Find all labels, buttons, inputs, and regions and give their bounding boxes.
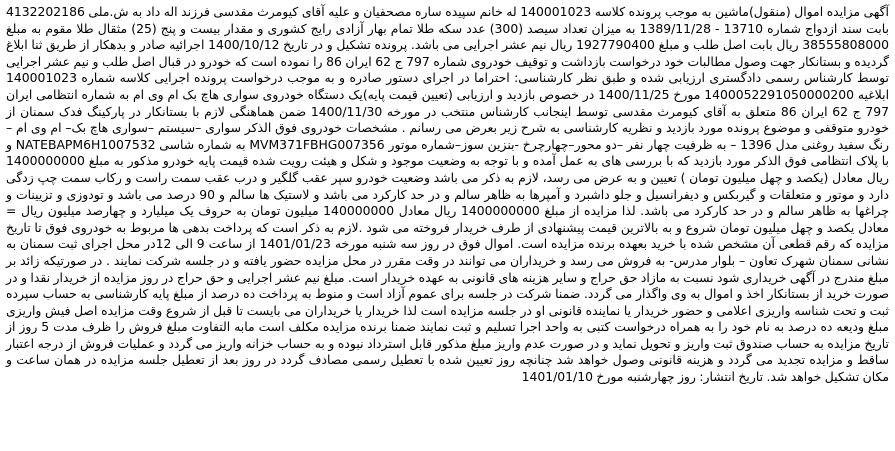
notice-body-text: آگهی مزایده اموال (منقول)ماشین به موجب پرونده کلاسه 140001023 له خانم سپیده ساره مصحفیان و علیه آقای کیومرث مقدسی فرزند اله داد به ش.ملی 4132202186 بابت سند ازدواج شماره 13710 - 1389/11/28 به میزان تعداد سیصد (300) عدد سکه طلا تمام بهار آزادی رایج کشوری و مقدار بیست و پنج (25) مثقال طلا مقوم به مبلغ 38555808000 ریال بابت اصل طلب و مبلغ 1927790400 ریال نیم عشر اجرایی می باشد. پرونده تشکیل و در تاریخ 1400/10/12 اجرائیه صادر و بدهکار از طریق ثنا ابلاغ گردیده و بستانکار جهت وصول مطالبات خود درخواست بازداشت و توقیف خودروی شماره 797 ج 62 ایران 86 را نموده است که خودرو در قبال اصل طلب و نیم عشر اجرایی توسط کارشناس رسمی دادگستری ارزیابی شده و طبق نظر کارشناسی: احتراما در اجرای دستور صادره و به موجب درخواست پرونده اجرایی کلاسه شماره 140001023 ابلاغیه 1400052291050000200 مورخ 1400/11/25 در خصوص بازدید و ارزیابی (تعیین قیمت پایه)یک دستگاه خودروی سواری هاچ بک ام وی ام به شماره انتظامی ایران 797 ج 62 ایران 86 متعلق به آقای کیومرث مقدسی توسط اینجانب کارشناس منتخب در مورخه 1400/11/30 ضمن هماهنگی لازم با بستانکار در پارکینگ فدک سمنان از خودرو متوقفی و موضوع پرونده مورد بازدید و نظریه کارشناسی به شرح زیر بعرض می رسانم . مشخصات خودروی فوق الذکر سواری –سیستم –سواری هاچ بک– ام وی ام – رنگ سفید روغنی مدل 1396 – به ظرفیت چهار نفر –دو محور–چهارچرخ -بنزین سوز–شماره موتور MVM371FBHG007356 به شماره شاسی NATEBAPM6H1007532 و با پلاک انتظامی فوق الذکر مورد بازدید که با بررسی های به عمل آمده و با توجه به وضعیت موجود و شکل و هیئت رویت شده قیمت پایه خودرو مذکور به مبلغ 1400000000 ریال معادل (یکصد و چهل میلیون تومان ) تعیین و به عرض می رسد، لازم به ذکر می باشد وضعیت خودرو سپر عقب گلگیر و درب عقب سمت راست و رکاب سمت چپ زدگی دارد و موتور و متعلقات و گیربکس و دیفرانسیل و جلو داشبرد و آمپرها به ظاهر سالم و در حد کارکرد می باشد و لاستیک ها سالم و 90 درصد می باشد و تودوزی و تزیینات و چراغها به ظاهر سالم و در حد کارکرد می باشد. لذا مزایده از مبلغ 1400000000 ریال معادل 140000000 میلیون تومان به حروف یک میلیارد و چهارصد میلیون ریال = معادل یکصد و چهل میلیون تومان شروع و به بالاترین قیمت پیشنهادی از طرف خریدار فروخته می شود .لازم به ذکر است که پرداخت بدهی ها مربوط به خودروی فوق تا تاریخ مزایده که رقم قطعی آن مشخص شده با خرید بعهده برنده مزایده است. اموال فوق در روز سه شنبه مورخه 1401/01/23 از ساعت 9 الی 12در محل اجرای ثبت سمنان به نشانی سمنان شهرک تعاون – بلوار مدرس- به فروش می رسد و خریداران می توانند در وقت مقرر در محل مزایده حضور یافته و در جلسه شرکت نمایند . در صورتیکه زائد بر مبلغ مندرج در آگهی خریداری شود نسبت به مازاد حق حراج و سایر هزینه های قانونی به عهده خریدار است. مبلغ نیم عشر اجرایی و حق حراج در روز مزایده از خریدار نقدا و در صورت خرید از بستانکار اخذ و اموال به وی واگذار می گردد. ضمنا شرکت در جلسه برای عموم آزاد است و منوط به پرداخت ده درصد از مبلغ پایه کارشناسی به حساب سپرده ثبت و تحت شناسه واریزی اعلامی و حضور خریدار یا نماینده قانونی او در جلسه مزایده است لذا خریدار یا خریداران می بایست تا قبل از شروع وقت مزایده اصل فیش واریزی مبلغ ودیعه ده درصد به نام خود را به همراه درخواست کتبی به واحد اجرا تسلیم و ثبت نمایند ضمنا برنده مزایده مکلف است مابه التفاوت مبلغ فروش را ظرف مدت 5 روز از تاریخ مزایده به حساب صندوق ثبت واریز و تحویل نماید و در صورت عدم واریز مبلغ مذکور قابل استرداد نبوده و به حساب خزانه واریز می گردد و عملیات فروش از درجه اعتبار ساقط و مزایده تجدید می گردد و هزینه قانونی وصول خواهد شد چنانچه روز تعیین شده با تعطیل رسمی مصادف گردد در روز بعد از تعطیل جلسه مزایده در همان ساعت و مکان تشکیل خواهد شد. تاریخ انتشار: روز چهارشنبه مورخ 1401/01/10	[6, 4, 890, 385]
